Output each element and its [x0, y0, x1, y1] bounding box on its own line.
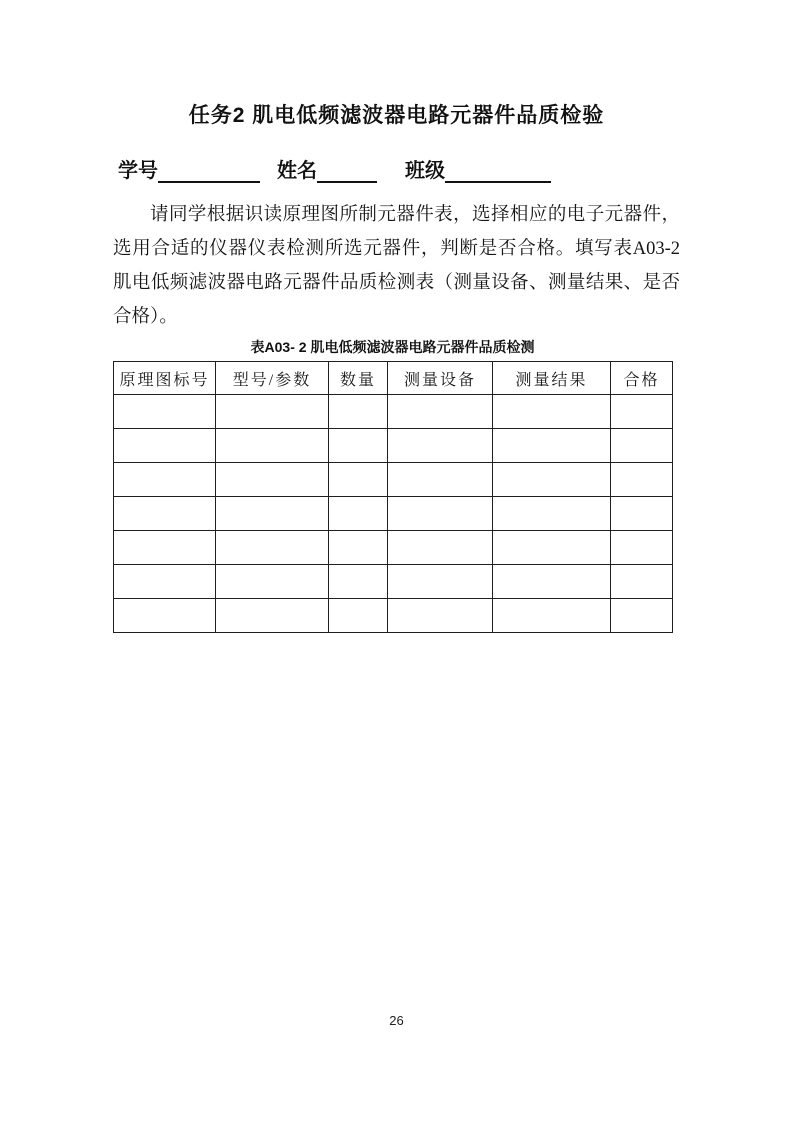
- table-cell-empty: [493, 463, 611, 497]
- field-name: [277, 154, 377, 183]
- quality-table-body: [114, 395, 673, 633]
- table-cell-empty: [611, 429, 673, 463]
- table-cell-empty: [329, 395, 388, 429]
- table-row: [114, 395, 673, 429]
- table-cell-empty: [493, 497, 611, 531]
- table-cell-empty: [329, 429, 388, 463]
- instructions-line: 肌电低频滤波器电路元器件品质检测表（测量设备、测量结果、是否: [113, 273, 680, 293]
- table-row: [114, 565, 673, 599]
- table-cell-empty: [611, 497, 673, 531]
- table-cell-empty: [388, 429, 493, 463]
- table-cell-empty: [329, 497, 388, 531]
- table-cell-empty: [611, 395, 673, 429]
- page-number: 26: [389, 1013, 404, 1028]
- table-cell-empty: [114, 463, 216, 497]
- page-title: 任务2 肌电低频滤波器电路元器件品质检验: [188, 104, 605, 127]
- table-cell-empty: [114, 565, 216, 599]
- column-header-measuring-device: 测量设备: [388, 362, 493, 395]
- table-cell-empty: [388, 599, 493, 633]
- table-cell-empty: [114, 599, 216, 633]
- field-class: [405, 154, 551, 183]
- table-caption: 表A03- 2 肌电低频滤波器电路元器件品质检测: [250, 339, 535, 355]
- table-row: [114, 429, 673, 463]
- table-cell-empty: [329, 599, 388, 633]
- quality-inspection-table: [113, 361, 673, 633]
- page-content: [113, 0, 680, 633]
- table-cell-empty: [493, 429, 611, 463]
- table-cell-empty: [611, 599, 673, 633]
- table-row: [114, 531, 673, 565]
- table-cell-empty: [388, 395, 493, 429]
- class-label: 班级: [405, 160, 445, 182]
- table-cell-empty: [493, 395, 611, 429]
- table-row: [114, 463, 673, 497]
- instructions-paragraph: [113, 198, 680, 334]
- student-id-blank: [158, 159, 260, 183]
- table-cell-empty: [114, 395, 216, 429]
- table-cell-empty: [114, 429, 216, 463]
- student-id-label: 学号: [118, 160, 158, 182]
- table-cell-empty: [216, 463, 329, 497]
- student-info-row: [113, 157, 680, 183]
- column-header-quantity: 数量: [329, 362, 388, 395]
- name-label: 姓名: [277, 160, 317, 182]
- table-cell-empty: [216, 429, 329, 463]
- table-cell-empty: [493, 565, 611, 599]
- table-cell-empty: [611, 531, 673, 565]
- table-cell-empty: [611, 463, 673, 497]
- instructions-line: 合格）。: [113, 307, 178, 327]
- table-row: [114, 497, 673, 531]
- name-blank: [317, 159, 377, 183]
- table-header-row: [114, 362, 673, 395]
- table-cell-empty: [216, 395, 329, 429]
- table-cell-empty: [493, 531, 611, 565]
- table-cell-empty: [329, 531, 388, 565]
- table-cell-empty: [114, 497, 216, 531]
- table-cell-empty: [611, 565, 673, 599]
- table-cell-empty: [216, 497, 329, 531]
- table-cell-empty: [388, 463, 493, 497]
- instructions-line: 选用合适的仪器仪表检测所选元器件，判断是否合格。填写表A03-2: [113, 239, 680, 259]
- class-blank: [445, 159, 551, 183]
- table-cell-empty: [216, 531, 329, 565]
- table-cell-empty: [329, 565, 388, 599]
- table-cell-empty: [114, 531, 216, 565]
- column-header-model-params: 型号/参数: [216, 362, 329, 395]
- table-cell-empty: [493, 599, 611, 633]
- column-header-measurement-result: 测量结果: [493, 362, 611, 395]
- table-cell-empty: [216, 599, 329, 633]
- table-row: [114, 599, 673, 633]
- column-header-schematic-id: 原理图标号: [114, 362, 216, 395]
- field-student-id: [118, 154, 260, 183]
- table-cell-empty: [329, 463, 388, 497]
- column-header-qualified: 合格: [611, 362, 673, 395]
- table-cell-empty: [388, 497, 493, 531]
- table-cell-empty: [216, 565, 329, 599]
- instructions-line: 请同学根据识读原理图所制元器件表，选择相应的电子元器件，: [150, 205, 680, 225]
- table-cell-empty: [388, 531, 493, 565]
- table-cell-empty: [388, 565, 493, 599]
